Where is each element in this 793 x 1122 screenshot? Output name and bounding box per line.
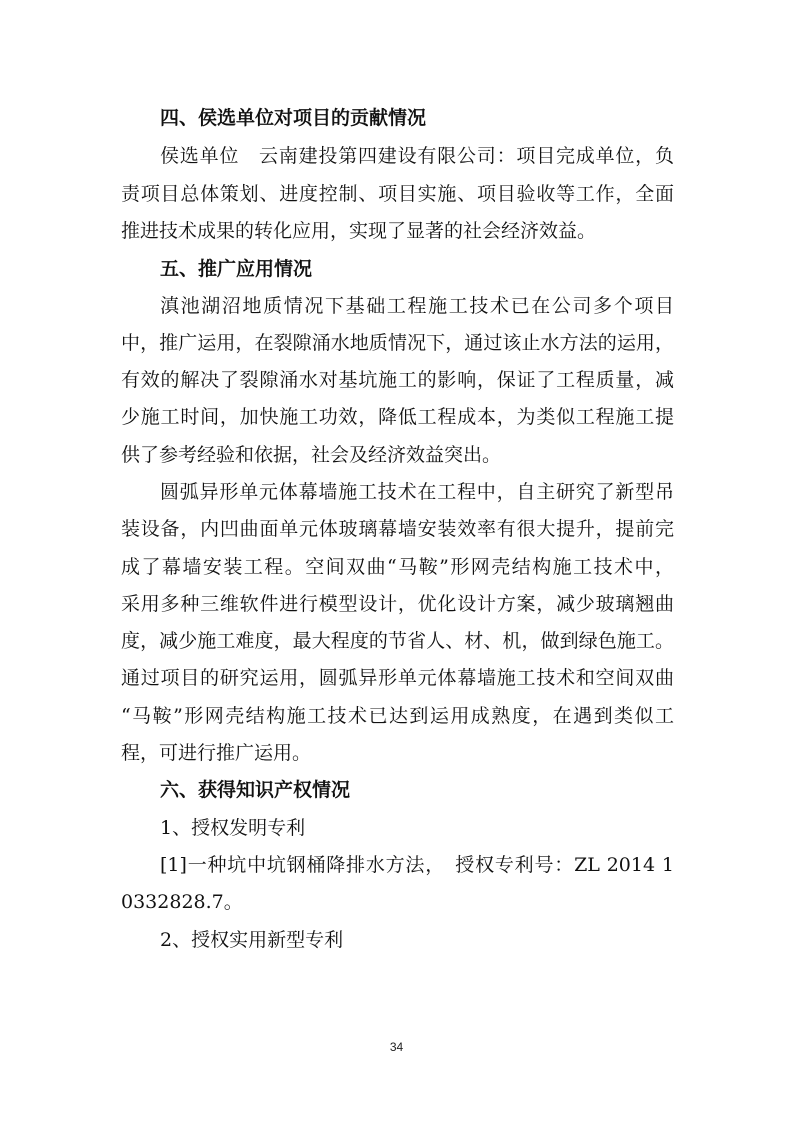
paragraph-line: 通过项目的研究运用，圆弧异形单元体幕墙施工技术和空间双曲: [121, 667, 674, 689]
paragraph-line: 度，减少施工难度，最大程度的节省人、材、机，做到绿色施工。: [121, 630, 674, 652]
paragraph-line: 责项目总体策划、进度控制、项目实施、项目验收等工作，全面: [121, 183, 674, 205]
list-item-title: 1、授权发明专利: [160, 817, 306, 839]
paragraph-line: 圆弧异形单元体幕墙施工技术在工程中，自主研究了新型吊: [160, 481, 674, 503]
paragraph-line: 滇池湖沼地质情况下基础工程施工技术已在公司多个项目: [160, 295, 674, 317]
paragraph-line: “马鞍”形网壳结构施工技术已达到运用成熟度，在遇到类似工: [121, 705, 674, 727]
section-heading-application: 五、推广应用情况: [160, 258, 313, 280]
patent-line: [1]一种坑中坑钢桶降排水方法， 授权专利号：ZL 2014 1: [160, 854, 674, 876]
paragraph-line: 有效的解决了裂隙涌水对基坑施工的影响，保证了工程质量，减: [121, 369, 674, 391]
page-number: 34: [389, 1040, 404, 1054]
paragraph-line: 采用多种三维软件进行模型设计，优化设计方案，减少玻璃翘曲: [121, 593, 674, 615]
list-item-title: 2、授权实用新型专利: [160, 929, 344, 951]
paragraph-line: 侯选单位 云南建投第四建设有限公司：项目完成单位，负: [160, 145, 674, 167]
paragraph-line: 少施工时间，加快施工功效，降低工程成本，为类似工程施工提: [121, 406, 674, 428]
section-heading-contribution: 四、侯选单位对项目的贡献情况: [160, 107, 427, 129]
paragraph-line: 程，可进行推广运用。: [121, 742, 312, 764]
paragraph-line: 中，推广运用，在裂隙涌水地质情况下，通过该止水方法的运用，: [121, 332, 674, 354]
paragraph-line: 装设备，内凹曲面单元体玻璃幕墙安装效率有很大提升，提前完: [121, 518, 674, 540]
paragraph-line: 推进技术成果的转化应用，实现了显著的社会经济效益。: [121, 220, 597, 242]
section-heading-ip: 六、获得知识产权情况: [160, 779, 351, 801]
patent-line: 0332828.7。: [121, 891, 243, 913]
paragraph-line: 成了幕墙安装工程。空间双曲“马鞍”形网壳结构施工技术中，: [121, 556, 674, 578]
paragraph-line: 供了参考经验和依据，社会及经济效益突出。: [121, 444, 502, 466]
